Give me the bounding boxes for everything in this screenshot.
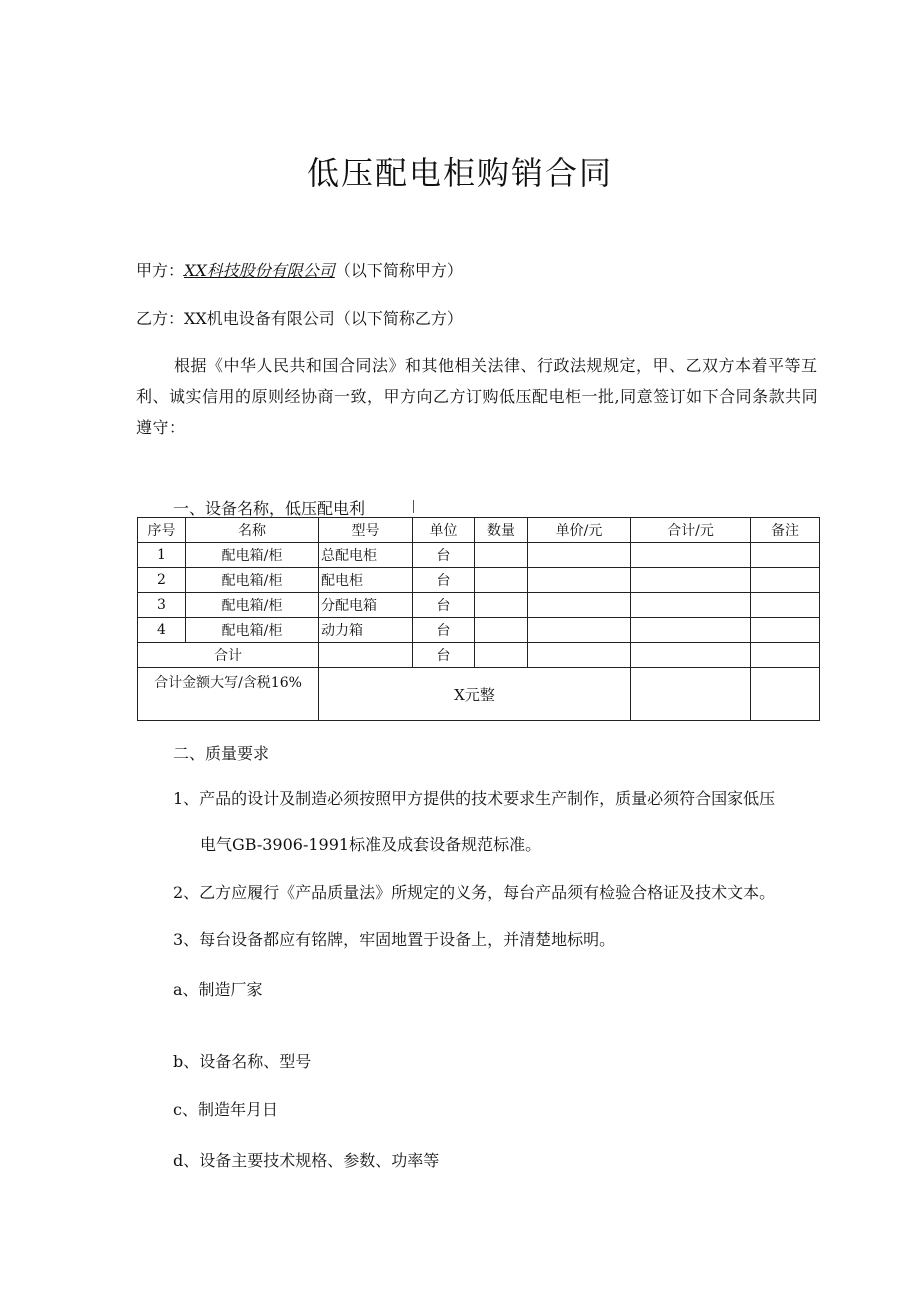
section-2-heading: 二、质量要求 [173,744,270,763]
row-qty [475,593,528,618]
row-model: 总配电柜 [319,543,413,568]
text-cursor [413,500,414,513]
row-model: 动力箱 [319,618,413,643]
header-cell: 备注 [751,518,820,543]
header-cell: 序号 [138,518,186,543]
total-model [319,643,413,668]
amount-remark [751,668,820,721]
party-b-label: 乙方： [136,309,185,328]
row-total [631,618,751,643]
label-item-c: c、制造年月日 [173,1100,278,1119]
amount-label: 合计金额大写/含税16% [138,668,319,721]
total-remark [751,643,820,668]
party-a-label: 甲方： [136,261,185,280]
row-no: 4 [138,618,186,643]
header-cell: 数量 [475,518,528,543]
table-row [138,618,820,643]
table-header-row [138,518,820,543]
row-qty [475,543,528,568]
total-label: 合计 [138,643,319,668]
label-item-b: b、设备名称、型号 [173,1052,312,1071]
row-price [528,593,631,618]
party-a-note: （以下简称甲方） [334,261,463,280]
quality-item-2: 2、乙方应履行《产品质量法》所规定的义务，每台产品须有检验合格证及技术文本。 [173,883,776,902]
header-cell: 合计/元 [631,518,751,543]
quality-item-3: 3、每台设备都应有铭牌，牢固地置于设备上，并清楚地标明。 [173,930,616,949]
label-item-d: d、设备主要技术规格、参数、功率等 [173,1151,440,1170]
party-b-line [136,306,463,329]
intro-paragraph: 根据《中华人民共和国合同法》和其他相关法律、行政法规规定，甲、乙双方本着平等互利、诚实信用的原则经协商一致，甲方向乙方订购低压配电柜一批,同意签订如下合同条款共同遵守： [136,356,819,437]
row-model: 分配电箱 [319,593,413,618]
row-qty [475,618,528,643]
row-price [528,568,631,593]
row-name: 配电箱/柜 [186,618,319,643]
row-remark [751,593,820,618]
table-row [138,593,820,618]
header-cell: 单价/元 [528,518,631,543]
row-model: 配电柜 [319,568,413,593]
row-unit: 台 [413,618,475,643]
row-name: 配电箱/柜 [186,593,319,618]
party-a-name: XX科技股份有限公司 [184,261,335,280]
party-b-note: （以下简称乙方） [334,309,463,328]
total-qty [475,643,528,668]
row-remark [751,568,820,593]
quality-item-1-cont: 电气GB-3906-1991标准及成套设备规范标准。 [200,835,542,854]
amount-sum [631,668,751,721]
table-total-row [138,643,820,668]
row-no: 3 [138,593,186,618]
row-no: 1 [138,543,186,568]
total-price [528,643,631,668]
quality-item-1: 1、产品的设计及制造必须按照甲方提供的技术要求生产制作，质量必须符合国家低压 [173,789,776,808]
header-cell: 名称 [186,518,319,543]
total-sum [631,643,751,668]
row-no: 2 [138,568,186,593]
row-remark [751,543,820,568]
row-remark [751,618,820,643]
header-cell: 单位 [413,518,475,543]
row-price [528,618,631,643]
row-unit: 台 [413,543,475,568]
table-amount-row [138,668,820,721]
header-cell: 型号 [319,518,413,543]
document-title: 低压配电柜购销合同 [306,154,613,192]
row-name: 配电箱/柜 [186,568,319,593]
row-total [631,593,751,618]
equipment-table [137,517,820,721]
party-a-line [136,258,463,281]
row-name: 配电箱/柜 [186,543,319,568]
row-total [631,568,751,593]
row-price [528,543,631,568]
row-total [631,543,751,568]
row-unit: 台 [413,568,475,593]
row-unit: 台 [413,593,475,618]
total-unit: 台 [413,643,475,668]
table-row [138,543,820,568]
table-row [138,568,820,593]
section-1-heading: 一、设备名称，低压配电利 [173,499,366,518]
row-qty [475,568,528,593]
label-item-a: a、制造厂家 [173,980,263,999]
party-b-name: XX机电设备有限公司 [184,309,335,328]
amount-value: X元整 [319,668,631,721]
